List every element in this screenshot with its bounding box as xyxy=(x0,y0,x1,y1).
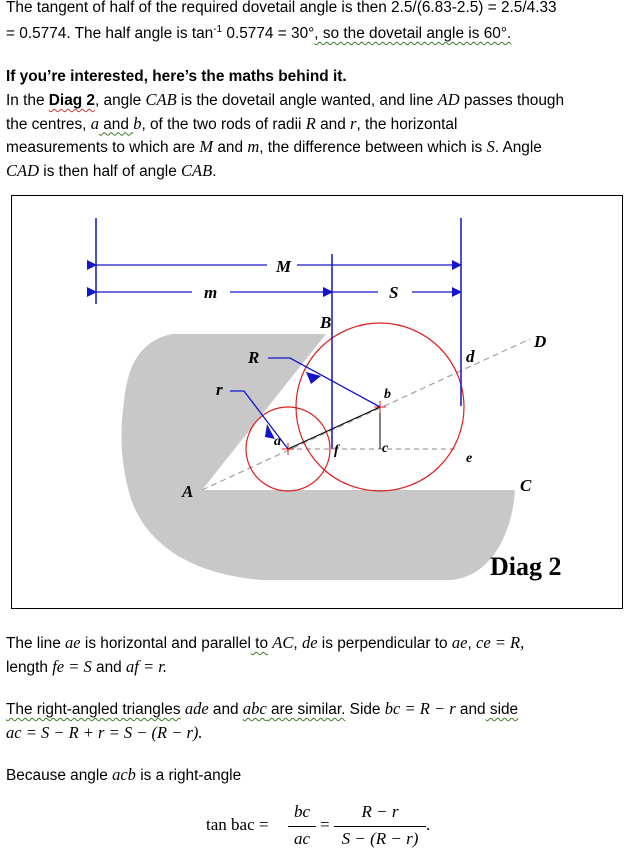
math-ac-eq: ac = S − R + r = S − (R − r). xyxy=(6,722,203,742)
eq-lhs: tan bac = xyxy=(206,815,269,834)
intro-text-2c: , so the dovetail angle is 60°. xyxy=(314,25,512,43)
diagram-title: Diag 2 xyxy=(490,552,562,581)
p-text: side xyxy=(485,701,519,718)
eq-equals: = xyxy=(320,815,330,834)
p-text: is horizontal and parallel xyxy=(80,635,251,652)
eq-num1: bc xyxy=(293,802,311,821)
para-right-angle xyxy=(6,764,630,788)
p-text: and xyxy=(455,701,486,718)
label-c: c xyxy=(382,441,389,456)
math-a: a xyxy=(90,113,99,133)
eq-bar2 xyxy=(334,826,426,827)
p-text: The line xyxy=(6,635,61,652)
math-cab: CAB xyxy=(145,90,177,109)
p-text: In the xyxy=(6,92,45,109)
p-text: . xyxy=(212,162,217,180)
label-B: B xyxy=(320,313,332,332)
label-A: A xyxy=(182,482,194,501)
math-ae: ae xyxy=(65,633,81,652)
eq-num2: R − r xyxy=(361,802,399,821)
math-af-eq: af = r. xyxy=(126,656,167,676)
p-text: Because angle xyxy=(6,767,108,784)
label-d: d xyxy=(466,347,475,366)
eq-den1: ac xyxy=(293,829,311,848)
label-a: a xyxy=(274,434,281,449)
p-text: , angle xyxy=(94,92,142,109)
para-triangles xyxy=(6,698,630,745)
p-text: and xyxy=(315,115,351,133)
p-text: measurements to which are xyxy=(6,139,196,156)
math-ae: ae xyxy=(451,633,468,652)
label-m: m xyxy=(204,283,218,302)
math-bc-eq: bc = R − r xyxy=(384,699,456,718)
eq-end: . xyxy=(426,815,431,834)
diagram-2 xyxy=(11,195,623,609)
math-AC: AC xyxy=(272,633,294,652)
eq-bar1 xyxy=(288,826,316,827)
label-M: M xyxy=(276,257,292,276)
p-text: are similar. xyxy=(266,701,346,718)
intro-text-1: The tangent of half of the required dovetail angle is then 2.5/(6.83-2.5) = 2.5/4.33 xyxy=(6,0,557,16)
math-S: S xyxy=(486,137,495,156)
p-text: and xyxy=(91,658,122,676)
label-r: r xyxy=(216,380,223,399)
maths-paragraph xyxy=(6,89,630,183)
math-ce-eq: ce = R, xyxy=(476,633,525,652)
intro-line-1 xyxy=(6,0,630,20)
p-text: the centres, xyxy=(6,115,87,133)
math-cab: CAB xyxy=(181,160,213,180)
label-D: D xyxy=(534,332,547,351)
p-text: , xyxy=(293,635,298,652)
intro-text-2a: = 0.5774. The half angle is tan xyxy=(6,25,214,43)
math-de: de xyxy=(301,633,318,652)
math-r: r xyxy=(350,113,357,133)
p-text: is the dovetail angle wanted, and line xyxy=(176,92,434,109)
diag-reference: Diag 2 xyxy=(48,92,95,109)
label-f: f xyxy=(334,443,339,458)
p-text: passes though xyxy=(459,92,565,109)
p-text: is perpendicular to xyxy=(317,635,448,652)
label-R: R xyxy=(248,348,260,367)
p-text: , of the two rods of radii xyxy=(141,115,302,133)
p-text: and xyxy=(213,139,248,156)
p-text: and xyxy=(208,701,239,718)
p-text: and xyxy=(98,115,134,133)
para-ae xyxy=(6,632,630,679)
math-b: b xyxy=(133,113,142,133)
p-text: , xyxy=(467,635,472,652)
p-text: length xyxy=(6,658,48,676)
label-C: C xyxy=(520,476,532,495)
math-cad: CAD xyxy=(6,160,39,180)
math-ad: AD xyxy=(437,90,460,109)
label-S: S xyxy=(389,283,399,302)
p-text: to xyxy=(250,635,269,652)
eq-den2: S − (R − r) xyxy=(341,829,419,848)
math-M: M xyxy=(199,137,214,156)
p-text: , the horizontal xyxy=(356,115,458,133)
intro-line-2 xyxy=(6,19,630,46)
p-text: Side xyxy=(345,701,381,718)
p-text: is a right-angle xyxy=(135,767,242,784)
math-m: m xyxy=(247,137,260,156)
math-fe-eq: fe = S xyxy=(52,656,92,676)
p-text: The right-angled triangles xyxy=(6,701,181,718)
p-text: . Angle xyxy=(494,139,542,156)
maths-heading: If you’re interested, here’s the maths behind it. xyxy=(6,68,347,85)
math-ade: ade xyxy=(184,699,209,718)
label-b: b xyxy=(384,387,391,402)
p-text: is then half of angle xyxy=(39,162,177,180)
math-acb: acb xyxy=(112,765,136,784)
p-text: , the difference between which is xyxy=(259,139,483,156)
intro-text-2b: 0.5774 = 30° xyxy=(222,25,315,43)
math-R: R xyxy=(305,113,316,133)
intro-superscript: -1 xyxy=(213,24,223,35)
math-abc: abc xyxy=(242,699,267,718)
label-e: e xyxy=(466,451,473,466)
diagram-svg xyxy=(12,196,622,608)
